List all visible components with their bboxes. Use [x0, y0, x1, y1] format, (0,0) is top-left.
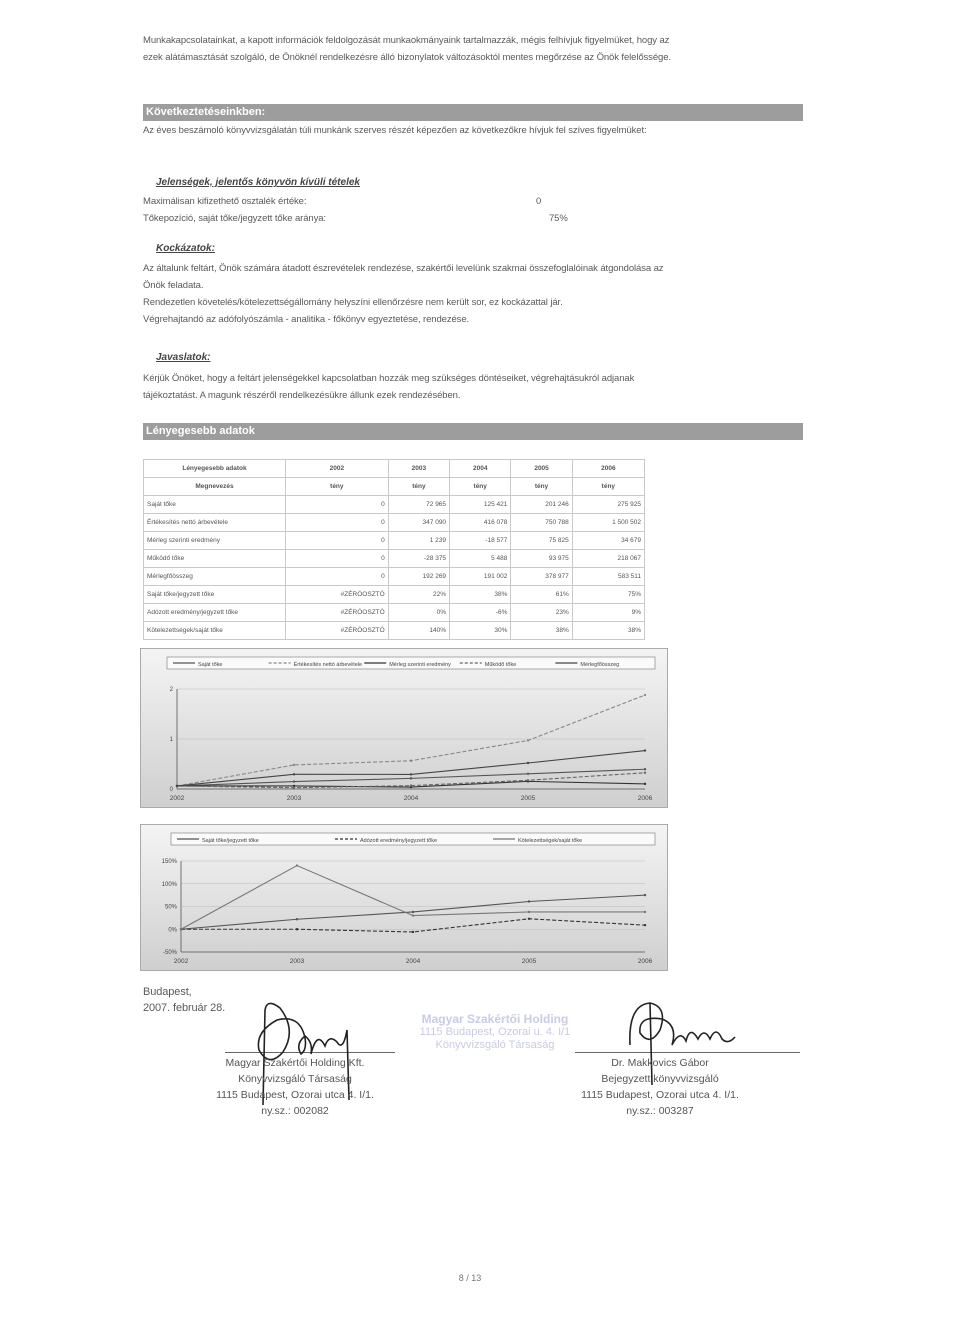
- data-point: [412, 914, 414, 916]
- chart-ratios: [140, 824, 668, 971]
- stamp-line: 1115 Budapest, Ozorai u. 4. I/1: [419, 1026, 571, 1038]
- series-line: [181, 919, 645, 932]
- y-tick-label: 1: [169, 737, 173, 743]
- data-point: [410, 773, 412, 775]
- y-tick-label: 0%: [168, 927, 177, 934]
- value-cell: 5 488: [450, 550, 511, 568]
- suggestions-line: tájékoztatást. A magunk részéről rendelkezésükre állunk ezek rendezésében.: [143, 390, 461, 401]
- company-stamp: [410, 1013, 580, 1052]
- data-point: [296, 928, 298, 930]
- legend-label: Saját tőke/jegyzett tőke: [202, 838, 259, 844]
- value-cell: 75%: [572, 586, 644, 604]
- x-tick-label: 2006: [637, 958, 653, 965]
- table-row: [144, 550, 645, 568]
- intro-line-2: ezek alátámasztását szolgáló, de Önöknél rendelkezésre álló bizonylatok változásoktól mentes megőrzése az Önök felelőssége.: [143, 52, 671, 63]
- x-tick-label: 2002: [173, 958, 189, 965]
- value-cell: 0%: [388, 604, 449, 622]
- value-cell: 275 925: [572, 496, 644, 514]
- table-row: [144, 496, 645, 514]
- data-point: [410, 784, 412, 786]
- value-cell: 75 825: [511, 532, 572, 550]
- data-point: [293, 786, 295, 788]
- place: Budapest,: [143, 986, 192, 998]
- conclusions-text: Az éves beszámoló könyvvizsgálatán túli munkánk szerves részét képezően az következőkre hívjuk fel szíves figyelmüket:: [143, 125, 647, 136]
- stamp-line: Könyvvizsgáló Társaság: [435, 1039, 555, 1051]
- risks-line: Az általunk feltárt, Önök számára átadott észrevételek rendezése, szakértői levelünk szakmai összefoglalóinak átgondolása az: [143, 263, 664, 274]
- table-row: [144, 568, 645, 586]
- value-cell: 72 965: [388, 496, 449, 514]
- x-tick-label: 2004: [403, 795, 419, 802]
- value-cell: 0: [286, 550, 389, 568]
- x-tick-label: 2006: [637, 795, 653, 802]
- data-point: [527, 779, 529, 781]
- row-label-cell: Értékesítés nettó árbevétele: [144, 514, 286, 532]
- row-label-cell: Saját tőke: [144, 496, 286, 514]
- risks-line: Rendezetlen követelés/kötelezettségállomány helyszíni ellenőrzésre nem került sor, ez kockázattal jár.: [143, 297, 563, 308]
- chart-ratios-svg: [141, 825, 667, 970]
- data-point: [410, 777, 412, 779]
- value-cell: 140%: [388, 622, 449, 640]
- signatory-left-regno: ny.sz.: 002082: [261, 1105, 329, 1117]
- row-label-cell: Mérleg szerinti eredmény: [144, 532, 286, 550]
- value-cell: 1 500 502: [572, 514, 644, 532]
- data-point: [644, 894, 646, 896]
- page-number: 8 / 13: [458, 1273, 482, 1283]
- row-label-cell: Saját tőke/jegyzett tőke: [144, 586, 286, 604]
- value-cell: #ZÉRÓOSZTÓ: [286, 622, 389, 640]
- signatory-left-company: Magyar Szakértői Holding Kft.: [225, 1057, 365, 1069]
- y-tick-label: 150%: [161, 859, 177, 865]
- chart-financials-svg: [141, 649, 667, 807]
- legend-label: Saját tőke: [198, 662, 223, 668]
- place-date: [143, 984, 225, 1016]
- legend-label: Mérlegfőösszeg: [580, 662, 620, 668]
- legend-label: Mérleg szerinti eredmény: [389, 662, 451, 668]
- value-cell: 347 090: [388, 514, 449, 532]
- value-cell: 192 269: [388, 568, 449, 586]
- data-point: [176, 785, 178, 787]
- value-cell: 378 977: [511, 568, 572, 586]
- row-label-cell: Mérlegfőösszeg: [144, 568, 286, 586]
- value-cell: 22%: [388, 586, 449, 604]
- phenomena-label: Maximálisan kifizethető osztalék értéke:: [143, 196, 307, 207]
- value-cell: -18 577: [450, 532, 511, 550]
- value-cell: 93 975: [511, 550, 572, 568]
- data-point: [293, 764, 295, 766]
- date: 2007. február 28.: [143, 1002, 226, 1014]
- signatory-left-role: Könyvvizsgáló Társaság: [238, 1073, 352, 1085]
- signatory-right-role: Bejegyzett könyvvizsgáló: [601, 1073, 719, 1085]
- x-tick-label: 2005: [521, 958, 537, 965]
- value-cell: -28 375: [388, 550, 449, 568]
- legend-label: Értékesítés nettó árbevétele: [293, 662, 363, 668]
- y-tick-label: 0: [169, 787, 173, 793]
- data-point: [296, 918, 298, 920]
- unit-header: tény: [286, 478, 389, 496]
- x-tick-label: 2004: [405, 958, 421, 965]
- value-cell: 0: [286, 568, 389, 586]
- value-cell: 191 002: [450, 568, 511, 586]
- unit-header: tény: [511, 478, 572, 496]
- value-cell: 750 788: [511, 514, 572, 532]
- phenomena-heading: Jelenségek, jelentős könyvön kívüli tételek: [156, 177, 360, 188]
- year-header: 2003: [388, 460, 449, 478]
- data-point: [296, 864, 298, 866]
- intro-paragraph: [143, 32, 813, 66]
- data-point: [293, 780, 295, 782]
- signatory-right: [555, 1055, 765, 1119]
- suggestions-heading: Javaslatok:: [156, 352, 211, 363]
- suggestions-paragraph: [143, 370, 813, 404]
- data-point: [293, 773, 295, 775]
- phenomena-list: [143, 193, 583, 227]
- key-data-table: [143, 459, 645, 640]
- signatory-right-name: Dr. Makkovics Gábor: [611, 1057, 709, 1069]
- year-header: 2006: [572, 460, 644, 478]
- signatory-left-address: 1115 Budapest, Ozorai utca 4. I/1.: [216, 1089, 374, 1101]
- table-row: [144, 586, 645, 604]
- risks-line: Végrehajtandó az adófolyószámla - analitika - főkönyv egyeztetése, rendezése.: [143, 314, 470, 325]
- value-cell: 23%: [511, 604, 572, 622]
- data-point: [644, 749, 646, 751]
- value-cell: 125 421: [450, 496, 511, 514]
- year-header: 2002: [286, 460, 389, 478]
- table-title-cell: Lényegesebb adatok: [144, 460, 286, 478]
- risks-line: Önök feladata.: [143, 280, 204, 291]
- value-cell: 0: [286, 514, 389, 532]
- year-header: 2005: [511, 460, 572, 478]
- data-point: [644, 911, 646, 913]
- value-cell: -6%: [450, 604, 511, 622]
- value-cell: #ZÉRÓOSZTÓ: [286, 604, 389, 622]
- phenomena-label: Tőkepozíció, saját tőke/jegyzett tőke aránya:: [143, 213, 326, 224]
- data-point: [412, 911, 414, 913]
- table-row: [144, 604, 645, 622]
- data-point: [527, 739, 529, 741]
- series-line: [181, 866, 645, 930]
- data-point: [180, 928, 182, 930]
- data-point: [528, 911, 530, 913]
- data-point: [527, 762, 529, 764]
- value-cell: 583 511: [572, 568, 644, 586]
- y-tick-label: -50%: [162, 950, 177, 956]
- value-cell: 38%: [450, 586, 511, 604]
- value-cell: 416 078: [450, 514, 511, 532]
- data-point: [412, 931, 414, 933]
- signatory-right-regno: ny.sz.: 003287: [626, 1105, 694, 1117]
- data-point: [527, 773, 529, 775]
- phenomena-row: [143, 193, 583, 210]
- x-tick-label: 2003: [289, 958, 305, 965]
- phenomena-row: [143, 210, 583, 227]
- legend-label: Adózott eredmény/jegyzett tőke: [360, 838, 438, 844]
- key-data-section-bar: Lényegesebb adatok: [143, 423, 803, 440]
- risks-heading: Kockázatok:: [156, 243, 215, 254]
- data-point: [410, 760, 412, 762]
- value-cell: 201 246: [511, 496, 572, 514]
- row-label-cell: Működő tőke: [144, 550, 286, 568]
- value-cell: 61%: [511, 586, 572, 604]
- data-point: [644, 783, 646, 785]
- conclusions-section-bar: Következtetéseinkben:: [143, 104, 803, 121]
- unit-header: tény: [572, 478, 644, 496]
- x-tick-label: 2002: [169, 795, 185, 802]
- table-body: [144, 496, 645, 640]
- table-row: [144, 514, 645, 532]
- x-tick-label: 2005: [520, 795, 536, 802]
- y-tick-label: 50%: [164, 904, 177, 911]
- y-tick-label: 2: [169, 687, 173, 693]
- risks-paragraph: [143, 260, 813, 328]
- value-cell: 1 239: [388, 532, 449, 550]
- row-label-cell: Kötelezettségek/saját tőke: [144, 622, 286, 640]
- value-cell: 30%: [450, 622, 511, 640]
- value-cell: 218 067: [572, 550, 644, 568]
- data-point: [644, 772, 646, 774]
- value-cell: 0: [286, 532, 389, 550]
- value-cell: 38%: [572, 622, 644, 640]
- unit-header: tény: [388, 478, 449, 496]
- legend-label: Működő tőke: [484, 662, 517, 668]
- table-subtitle-cell: Megnevezés: [144, 478, 286, 496]
- signatory-right-address: 1115 Budapest, Ozorai utca 4. I/1.: [581, 1089, 739, 1101]
- row-label-cell: Adózott eredmény/jegyzett tőke: [144, 604, 286, 622]
- stamp-line: Magyar Szakértői Holding: [421, 1012, 569, 1026]
- data-point: [644, 924, 646, 926]
- value-cell: #ZÉRÓOSZTÓ: [286, 586, 389, 604]
- signatory-left: [190, 1055, 400, 1119]
- phenomena-value: 75%: [549, 213, 568, 224]
- value-cell: 38%: [511, 622, 572, 640]
- chart-financials: [140, 648, 668, 808]
- data-point: [528, 900, 530, 902]
- table-row: [144, 622, 645, 640]
- y-tick-label: 100%: [161, 881, 177, 888]
- x-tick-label: 2003: [286, 795, 302, 802]
- value-cell: 34 679: [572, 532, 644, 550]
- table-unit-row: [144, 478, 645, 496]
- unit-header: tény: [450, 478, 511, 496]
- value-cell: 0: [286, 496, 389, 514]
- year-header: 2004: [450, 460, 511, 478]
- data-point: [644, 768, 646, 770]
- series-line: [177, 751, 645, 786]
- suggestions-line: Kérjük Önöket, hogy a feltárt jelenségekkel kapcsolatban hozzák meg szükséges döntéseiket, végrehajtásukról adjanak: [143, 373, 635, 384]
- data-point: [528, 918, 530, 920]
- intro-line-1: Munkakapcsolatainkat, a kapott információk feldolgozását munkaokmányaink tartalmazzák, mégis felhívjuk figyelmüket, hogy az: [143, 35, 670, 46]
- value-cell: 9%: [572, 604, 644, 622]
- table-header-row: [144, 460, 645, 478]
- phenomena-value: 0: [536, 196, 542, 207]
- data-point: [644, 694, 646, 696]
- legend-label: Kötelezettségek/saját tőke: [518, 838, 583, 844]
- table-row: [144, 532, 645, 550]
